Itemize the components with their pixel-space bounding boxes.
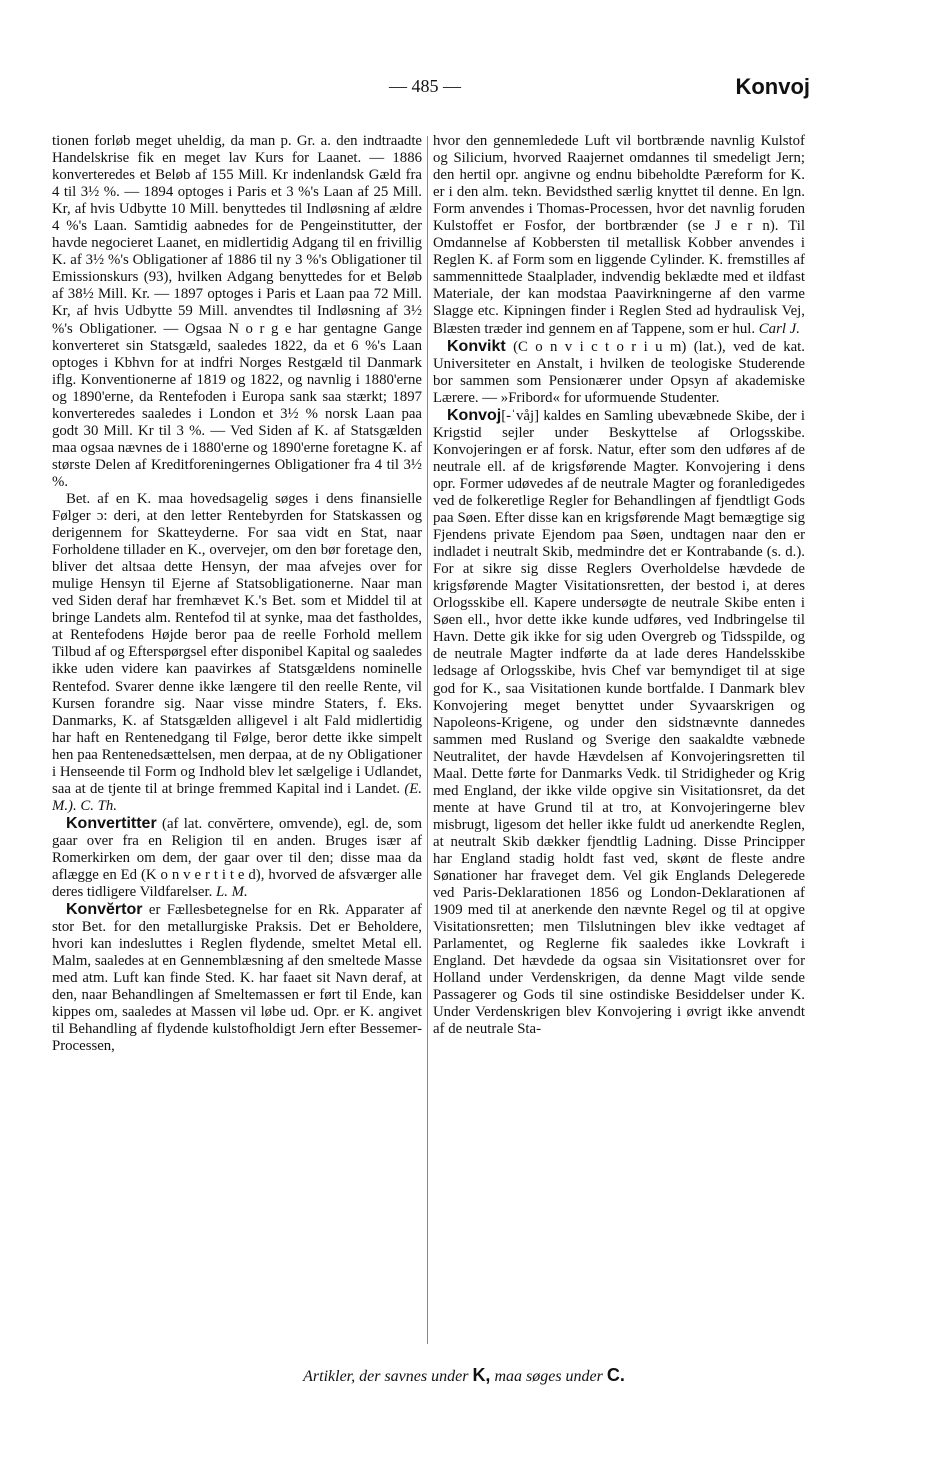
author-signature: L. M. <box>216 884 248 901</box>
headword: Konvikt <box>447 337 506 355</box>
headword: Konvertitter <box>66 814 157 832</box>
paragraph <box>52 133 422 491</box>
entry-text: (af lat. convĕrtere, omvende), egl. de, som gaar over fra en Religion til en anden. Bruges især af Romerkirken om dem, der gaar over til den; disse maa da aflægge en Ed (K o n v e r t i t e d), hvorved de afsværger alle deres tidligere Vildfarelser. <box>52 815 422 901</box>
pronunciation: [-ˈvåj] <box>501 407 540 424</box>
footer-note <box>0 1365 928 1386</box>
paragraph-text: Bet. af en K. maa hovedsagelig søges i dens finansielle Følger ɔ: deri, at den letter Rentebyrden for Statskassen og derigennem for Skatteyderne. For saa vidt en Stat, naar Forholdene tillader en K., overvejer, om den bør foretage den, bliver det altsaa dette Hensyn, der maa afvejes over for mulige Hensyn til Ejerne af Statsobligationerne. Naar man ved Siden deraf har fremhævet K.'s Bet. som et Middel til at bringe Landets alm. Rentefod til at synke, maa det fastholdes, at Rentefodens Højde beror paa de reelle Forhold mellem Tilbud af og Efterspørgsel efter disponibel Kapital og saaledes ikke uden videre kan paavirkes af Statsgældens nominelle Rentefod. Svarer denne ikke længere til den reelle Rente, vil Kursen forandre sig. Naar visse mindre Staters, f. Eks. Danmarks, K. af Statsgælden alligevel i alt Fald midlertidig har haft en Rentenedgang til Følge, beror dette ikke simpelt hen paa Rentenedsættelsen, men derpaa, at de ny Obligationer i Henseende til Form og Indhold blev let sælgelige i Udlandet, saa at de tjente til at bringe fremmed Kapital ind i Landet. <box>52 490 422 797</box>
entry-konvertitter <box>52 815 422 901</box>
entry-text: (C o n v i c t o r i u m) (lat.), ved de kat. Universiteter en Anstalt, i hvilken de teologiske Studerende bor sammen som Pensionærer under Opsyn af akademiske Lærere. — »Fribord« for uformuende Studenter. <box>433 338 805 406</box>
footer-text: Artikler, der savnes under <box>303 1368 469 1385</box>
author-signature: Carl J. <box>758 320 800 337</box>
paragraph-text: hvor den gennemledede Luft vil bortbrænde navnlig Kulstof og Silicium, hvorved Raajernet omdannes til smedeligt Jern; den hertil opr. angivne og endnu bibeholdte Pæreform for K. er i den alm. tekn. Bevidsthed særlig knyttet til denne. En lgn. Form anvendes i Thomas-Processen, hvor det navnlig foruden Kulstoffet er Fosfor, der bortbrænder (se J e r n). Til Omdannelse af Kobbersten til metallisk Kobber anvendes i Reglen K. af Form som en liggende Cylinder. K. fremstilles af sammennittede Staalplader, indvendig beklædte med et ildfast Materiale, der kan modstaa Paavirkningerne af den varme Slagge etc. Kipningen finder i Reglen Sted ad hydraulisk Vej, Blæsten træder ind gennem en af Tappene, som er hul. <box>433 133 805 337</box>
headword: Konvĕrtor <box>66 901 143 919</box>
entry-text: kaldes en Samling ubevæbnede Skibe, der i Krigstid sejler under Beskyttelse af Orlogsskibe. Konvojeringen er af forsk. Natur, efter som den udføres af de neutrale ell. af de krigsførende Magter. Konvojering i dens opr. Former udøvedes af de neutrale Magter og foranledigedes ved de folkeretlige Regler for Behandlingen af fjendtligt Gods paa Søen. Efter disse kan en krigsførende Magt bemægtige sig Fjendens private Ejendom paa Søen, undtagen naar den er indladet i neutralt Skib, medmindre det er Kontrabande (s. d.). For at sikre sig disse Reglers Overholdelse hævdede de krigsførende Magter Visitationsretten, der bestod i, at deres Orlogsskibe ell. Kapere undersøgte de neutrale Skibe enten i Søen ell., hvor dette ikke kunde udføres, ved Indbringelse til Havn. Dette gik ikke for sig uden Overgreb og Tidsspilde, og de neutrale Magter indførte da at lade deres Handelsskibe ledsage af Orlogsskibe, hvis Chef var bemyndiget til at sige god for K., saa Visitationen kunde bortfalde. I Danmark blev Konvojering meget benyttet under Syvaarskrigen og Napoleons-Krigene, og under den sidstnævnte dannedes sammen med Rusland og Sverige den saakaldte væbnede Neutralitet, der havde Hævdelsen af Konvojeringsretten til Maal. Dette førte for Danmarks Vedk. til Stridigheder og Krig med England, der ikke vilde opgive sin Visitationsret, da det mente at have Grund til at tro, at Konvojeringerne blev misbrugt, ligesom det heller ikke fuldt ud anerkendte Reglen, at neutralt Skib dækker fjendtlig Ladning. Disse Principper har England stadig holdt fast ved, skønt de fleste andre Sønationer har fraveget dem. Vel gik Englands Delegerede ved Paris-Deklarationen 1856 og London-Deklarationen af 1909 med til at anerkende den nævnte Regel og til at opgive Visitationsretten; men Tilslutningen blev ikke vedtaget af Parlamentet, og Reglerne fik saaledes ikke Lovkraft i England. Det hævdede da ogsaa sin Visitationsret over for Holland under Verdenskrigen, da denne Magt vilde sende Passagerer og Gods til sine ostindiske Besiddelser under K. Under Verdenskrigen blev Konvojering i øvrigt ikke anvendt af de neutrale Sta- <box>433 407 805 1038</box>
author-signature: (E. M.). C. Th. <box>52 780 423 814</box>
left-column <box>52 133 422 1056</box>
footer-letter-c: C. <box>606 1365 625 1385</box>
entry-konvertor <box>52 901 422 1055</box>
entry-konvikt <box>433 338 805 407</box>
right-column <box>433 133 805 1038</box>
column-rule <box>427 136 428 1344</box>
page-number: — 485 — <box>389 76 461 96</box>
paragraph <box>433 133 805 338</box>
entry-konvoj <box>433 407 805 1039</box>
paragraph <box>52 491 422 815</box>
entry-text: er Fællesbetegnelse for en Rk. Apparater af stor Bet. for den metallurgiske Praksis. Det er Beholdere, hvori kan indesluttes i Reglen flydende, smeltet Metal ell. Malm, saaledes at en Gennemblæsning af den smeltede Masse med atm. Luft kan finde Sted. K. har faaet sit Navn deraf, at den, naar Behandlingen af Smeltemassen er ført til Ende, kan kippes om, saaledes at Massen vil løbe ud. Opr. er K. angivet til Behandling af flydende kulstofholdigt Jern efter Bessemer-Processen, <box>52 902 422 1055</box>
footer-letter-k: K, <box>472 1365 491 1385</box>
headword: Konvoj <box>447 406 502 424</box>
paragraph-text: tionen forløb meget uheldig, da man p. Gr. a. den indtraadte Handelskrise fik en meget lav Kurs for Laanet. — 1886 konverteredes et Beløb af 155 Mill. Kr indenlandsk Gæld fra 4 til 3½ %. — 1894 optoges i Paris et 3 %'s Laan af 25 Mill. Kr, af hvis Udbytte 10 Mill. benyttedes til Indløsning af ældre 4 %'s Laan. Samtidig aabnedes for de Pengeinstitutter, der havde negocieret Laanet, en midlertidig Adgang til en frivillig K. af 3½ %'s Obligationer af 1886 til ny 3 %'s Obligationer til Emissionskurs (93), hvilken Adgang benyttedes for et Beløb af 38½ Mill. Kr. — 1897 optoges i Paris et Laan paa 72 Mill. Kr, af hvis Udbytte 59 Mill. anvendtes til Indløsning af 3½ %'s Obligationer. — Ogsaa N o r g e har gentagne Gange konverteret sin Statsgæld, saaledes 1822, da et 6 %'s Laan optoges i Kbhvn for at indfri Norges Restgæld til Danmark iflg. Konventionerne af 1819 og 1822, og navnlig i 1880'erne og 1890'erne, da Rentefoden i Europa sank saa stærkt; 1897 konverteredes saaledes i London et 3½ % norsk Laan paa godt 30 Mill. Kr til 3 %. — Ved Siden af K. af Statsgælden maa ogsaa nævnes de i 1880'erne og 1890'erne foretagne K. af største Delen af Kreditforeningernes Obligationer fra 4 til 3½ %. <box>52 133 422 490</box>
running-head: Konvoj <box>735 74 810 99</box>
footer-text: maa søges under <box>494 1368 603 1385</box>
